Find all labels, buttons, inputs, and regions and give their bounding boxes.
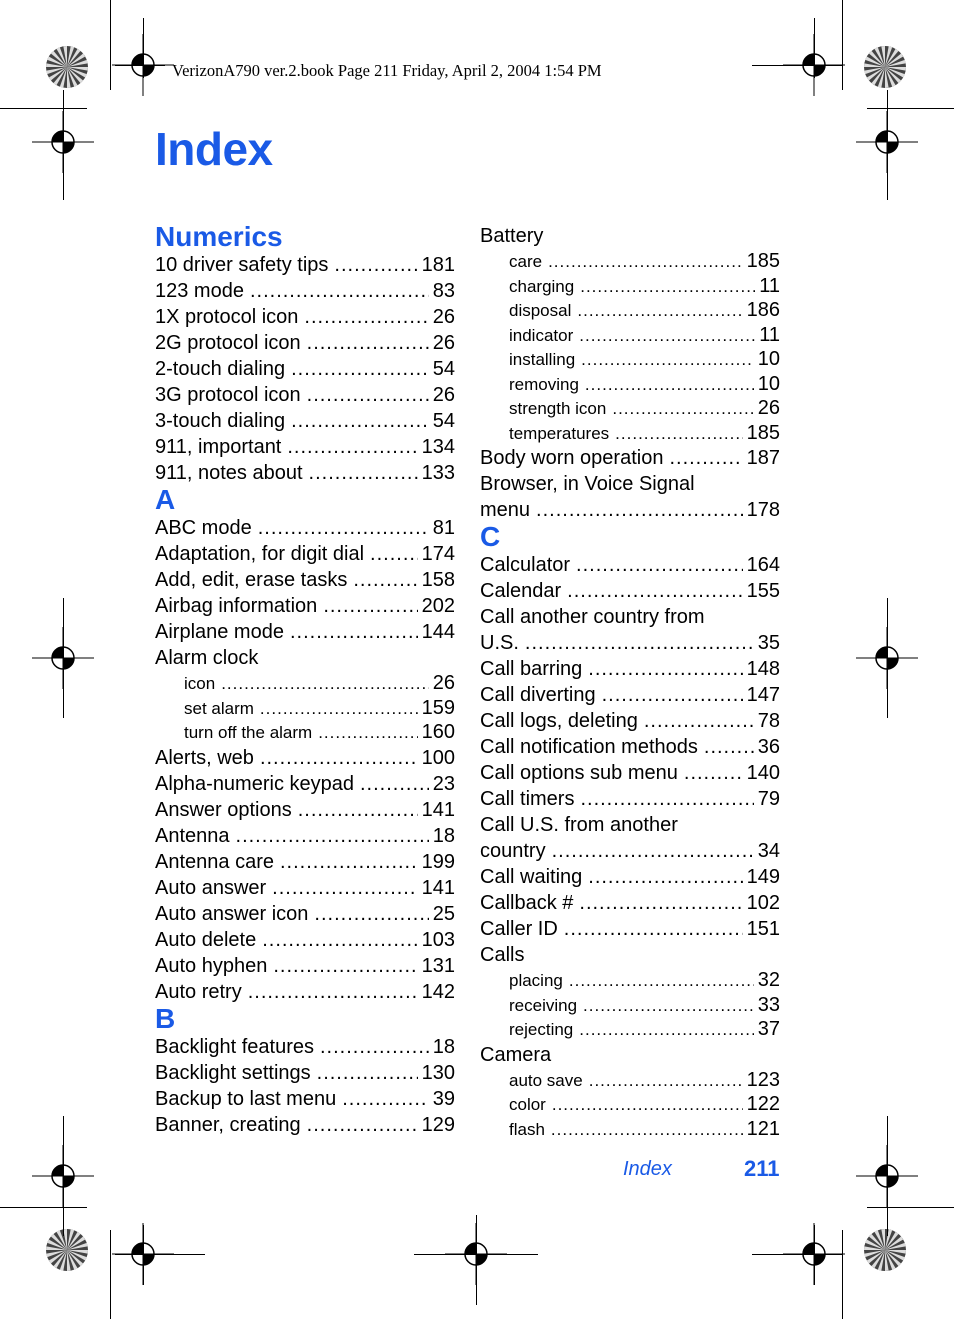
entry-label: 2G protocol icon <box>155 332 301 354</box>
dot-leader <box>577 299 742 324</box>
entry-label: 2-touch dialing <box>155 358 286 380</box>
entry-page-number: 26 <box>432 384 455 406</box>
section-heading: C <box>480 521 501 552</box>
print-header: VerizonA790 ver.2.book Page 211 Friday, April 2, 2004 1:54 PM <box>172 61 602 80</box>
crop-line <box>752 65 842 66</box>
entry-label: Alerts, web <box>155 746 254 769</box>
entry-label: installing <box>509 350 576 369</box>
dot-leader <box>576 552 743 578</box>
dot-leader <box>580 275 755 300</box>
index-entry <box>155 408 455 434</box>
entry-label: Backlight features <box>155 1035 314 1058</box>
index-entry <box>480 786 780 812</box>
entry-label: ABC mode <box>155 517 252 539</box>
entry-page-number: 123 <box>746 1068 780 1091</box>
entry-page-number: 181 <box>421 254 455 276</box>
entry-page-number: 142 <box>421 980 455 1003</box>
dot-leader <box>552 1093 743 1118</box>
index-entry <box>155 901 455 927</box>
index-column-right <box>480 223 780 1141</box>
entry-label: Calculator <box>480 554 571 576</box>
entry-label: Call timers <box>480 788 575 810</box>
crop-line <box>0 1207 87 1208</box>
crop-line <box>814 18 815 78</box>
entry-page-number: 187 <box>746 447 780 469</box>
entry-page-number: 174 <box>421 543 455 565</box>
index-entry <box>155 875 455 901</box>
entry-page-number: 26 <box>432 332 455 354</box>
crop-line <box>110 1230 111 1319</box>
index-entry <box>155 434 455 460</box>
dot-leader <box>684 760 743 786</box>
entry-page-number: 185 <box>746 250 780 272</box>
dot-leader <box>280 849 418 875</box>
dot-leader <box>669 445 742 471</box>
crop-line <box>867 108 954 109</box>
index-subentry <box>480 1017 780 1042</box>
index-subentry <box>480 274 780 299</box>
dot-leader <box>323 593 417 619</box>
dot-leader <box>704 734 754 760</box>
index-entry <box>480 630 780 656</box>
index-entry <box>480 838 780 864</box>
index-entry <box>155 541 455 567</box>
entry-label: Caller ID <box>480 918 558 940</box>
entry-page-number: 131 <box>421 954 455 977</box>
entry-page-number: 78 <box>757 710 780 732</box>
index-entry <box>155 593 455 619</box>
dot-leader <box>525 630 754 656</box>
index-entry <box>480 916 780 942</box>
index-entry <box>155 1112 455 1138</box>
dot-leader <box>290 619 418 645</box>
index-entry <box>155 1086 455 1112</box>
entry-label: Airbag information <box>155 595 318 617</box>
entry-page-number: 54 <box>432 410 455 432</box>
entry-page-number: 144 <box>421 621 455 643</box>
entry-page-number: 32 <box>757 969 780 991</box>
entry-page-number: 178 <box>746 499 780 521</box>
index-entry <box>480 578 780 604</box>
entry-page-number: 54 <box>432 358 455 380</box>
entry-label: color <box>509 1095 546 1114</box>
index-subentry <box>155 720 455 745</box>
entry-label: Auto answer <box>155 876 267 899</box>
entry-page-number: 134 <box>421 436 455 458</box>
index-heading-term: Call another country from <box>480 606 705 628</box>
registration-star-icon <box>863 1228 907 1272</box>
index-subentry <box>480 323 780 348</box>
index-heading-term: Camera <box>480 1043 552 1066</box>
entry-label: Call options sub menu <box>480 762 678 784</box>
entry-label: Airplane mode <box>155 621 284 643</box>
entry-page-number: 122 <box>746 1093 780 1115</box>
dot-leader <box>273 953 417 979</box>
dot-leader <box>291 408 429 434</box>
footer-section-label: Index <box>623 1158 672 1180</box>
entry-label: care <box>509 252 543 271</box>
dot-leader <box>291 356 429 382</box>
crop-line <box>867 1207 954 1208</box>
index-subentry <box>480 1117 780 1142</box>
index-entry <box>155 1060 455 1086</box>
dot-leader <box>307 382 429 408</box>
index-entry <box>155 278 455 304</box>
index-subentry <box>155 671 455 696</box>
dot-leader <box>309 460 418 486</box>
crop-line <box>115 65 165 66</box>
entry-page-number: 158 <box>421 569 455 591</box>
dot-leader <box>342 1086 429 1112</box>
index-subentry <box>480 1068 780 1093</box>
entry-label: Call waiting <box>480 866 583 888</box>
entry-page-number: 18 <box>432 824 455 847</box>
entry-page-number: 35 <box>757 632 780 654</box>
index-entry <box>155 460 455 486</box>
index-heading-term: Alarm clock <box>155 647 259 669</box>
dot-leader <box>353 567 417 593</box>
dot-leader <box>602 682 743 708</box>
dot-leader <box>260 697 418 722</box>
index-column-left <box>155 223 455 1138</box>
entry-label: country <box>480 840 546 862</box>
index-entry <box>155 979 455 1005</box>
entry-page-number: 79 <box>757 788 780 810</box>
index-subentry <box>480 1092 780 1117</box>
entry-label: Banner, creating <box>155 1113 301 1136</box>
index-entry <box>155 797 455 823</box>
entry-label: removing <box>509 374 579 394</box>
entry-label: 3-touch dialing <box>155 410 286 432</box>
entry-label: turn off the alarm <box>184 723 313 742</box>
dot-leader <box>221 672 429 697</box>
crop-line <box>0 108 87 109</box>
entry-page-number: 160 <box>421 721 455 743</box>
entry-page-number: 148 <box>746 658 780 680</box>
entry-page-number: 129 <box>421 1113 455 1136</box>
entry-label: Add, edit, erase tasks <box>155 569 348 591</box>
entry-page-number: 10 <box>757 348 780 370</box>
entry-page-number: 151 <box>746 918 780 940</box>
index-heading-term: Call U.S. from another <box>480 814 678 836</box>
section-heading: Numerics <box>155 221 283 252</box>
index-entry <box>155 619 455 645</box>
dot-leader <box>260 745 418 771</box>
entry-label: Call logs, deleting <box>480 710 638 732</box>
entry-label: Answer options <box>155 798 292 821</box>
entry-label: strength icon <box>509 399 607 418</box>
dot-leader <box>334 252 417 278</box>
entry-label: indicator <box>509 325 574 345</box>
index-subentry <box>480 347 780 372</box>
dot-leader <box>581 348 754 373</box>
entry-page-number: 199 <box>421 850 455 873</box>
index-entry <box>155 953 455 979</box>
index-entry <box>155 356 455 382</box>
index-entry <box>155 1034 455 1060</box>
entry-label: placing <box>509 971 563 990</box>
entry-label: Calendar <box>480 580 562 602</box>
index-entry <box>480 656 780 682</box>
index-heading-term: Calls <box>480 944 525 966</box>
dot-leader <box>579 324 755 349</box>
entry-label: 3G protocol icon <box>155 384 301 406</box>
entry-page-number: 141 <box>421 876 455 899</box>
index-entry <box>155 849 455 875</box>
dot-leader <box>317 1060 418 1086</box>
entry-page-number: 164 <box>746 554 780 576</box>
dot-leader <box>258 515 429 541</box>
entry-label: menu <box>480 499 531 521</box>
dot-leader <box>360 771 429 797</box>
dot-leader <box>644 708 754 734</box>
index-heading-term: Battery <box>480 225 544 247</box>
entry-label: flash <box>509 1119 545 1139</box>
dot-leader <box>314 901 428 927</box>
dot-leader <box>236 823 429 849</box>
entry-page-number: 11 <box>759 274 780 297</box>
entry-label: Call diverting <box>480 684 596 706</box>
dot-leader <box>298 797 418 823</box>
entry-label: 1X protocol icon <box>155 306 299 328</box>
index-entry <box>480 760 780 786</box>
crop-line <box>143 18 144 78</box>
entry-label: Backlight settings <box>155 1061 311 1084</box>
registration-star-icon <box>45 1228 89 1272</box>
entry-label: 10 driver safety tips <box>155 254 329 276</box>
entry-label: Auto answer icon <box>155 902 309 925</box>
index-entry <box>480 445 780 471</box>
dot-leader <box>588 656 742 682</box>
entry-page-number: 103 <box>421 928 455 951</box>
crop-line <box>143 1225 144 1285</box>
entry-page-number: 26 <box>757 397 780 419</box>
entry-page-number: 121 <box>746 1117 780 1140</box>
crop-line <box>887 1116 888 1236</box>
entry-label: set alarm <box>184 698 254 718</box>
entry-page-number: 149 <box>746 866 780 888</box>
index-entry <box>155 304 455 330</box>
entry-page-number: 159 <box>421 696 455 719</box>
index-entry <box>480 890 780 916</box>
dot-leader <box>272 875 417 901</box>
entry-page-number: 185 <box>746 421 780 444</box>
dot-leader <box>567 578 742 604</box>
dot-leader <box>536 497 743 523</box>
entry-page-number: 141 <box>421 798 455 821</box>
entry-page-number: 18 <box>432 1035 455 1058</box>
entry-label: Alpha-numeric keypad <box>155 772 354 795</box>
index-subentry <box>480 298 780 323</box>
index-entry <box>155 515 455 541</box>
dot-leader <box>579 890 742 916</box>
crop-line <box>476 1215 477 1305</box>
dot-leader <box>248 979 418 1005</box>
crop-line <box>63 90 64 200</box>
crop-line <box>752 1254 842 1255</box>
dot-leader <box>589 1069 743 1094</box>
dot-leader <box>564 916 743 942</box>
entry-page-number: 140 <box>746 762 780 784</box>
entry-label: icon <box>184 674 216 693</box>
entry-label: temperatures <box>509 423 610 443</box>
entry-page-number: 39 <box>432 1087 455 1110</box>
entry-label: Callback # <box>480 892 574 914</box>
entry-page-number: 37 <box>757 1018 780 1040</box>
index-subentry <box>480 372 780 397</box>
entry-page-number: 26 <box>432 672 455 694</box>
entry-page-number: 130 <box>421 1061 455 1084</box>
page-title: Index <box>155 123 273 175</box>
crop-line <box>887 598 888 718</box>
index-subentry <box>480 421 780 446</box>
dot-leader <box>370 541 418 567</box>
dot-leader <box>304 304 428 330</box>
index-entry <box>480 734 780 760</box>
dot-leader <box>569 969 754 994</box>
entry-page-number: 81 <box>432 517 455 539</box>
dot-leader <box>579 1018 753 1043</box>
index-subentry <box>480 249 780 274</box>
entry-page-number: 83 <box>432 280 455 302</box>
dot-leader <box>307 330 429 356</box>
entry-page-number: 25 <box>432 902 455 925</box>
registration-star-icon <box>863 45 907 89</box>
dot-leader <box>262 927 417 953</box>
index-entry <box>480 864 780 890</box>
entry-label: Call notification methods <box>480 736 698 758</box>
index-heading-term: Browser, in Voice Signal <box>480 473 695 495</box>
index-entry <box>480 552 780 578</box>
entry-page-number: 102 <box>746 892 780 914</box>
entry-label: rejecting <box>509 1020 574 1039</box>
crop-line <box>814 1225 815 1285</box>
entry-page-number: 133 <box>421 462 455 484</box>
footer-page-number: 211 <box>744 1156 780 1181</box>
entry-label: Antenna <box>155 824 230 847</box>
entry-label: Auto retry <box>155 980 242 1003</box>
dot-leader <box>318 721 417 746</box>
crop-line <box>887 90 888 200</box>
index-entry <box>155 252 455 278</box>
registration-star-icon <box>45 45 89 89</box>
dot-leader <box>287 434 417 460</box>
entry-label: U.S. <box>480 632 519 654</box>
dot-leader <box>548 250 743 275</box>
index-entry <box>155 771 455 797</box>
crop-line <box>115 1254 205 1255</box>
dot-leader <box>580 786 753 812</box>
entry-label: Auto delete <box>155 928 257 951</box>
index-entry <box>155 567 455 593</box>
index-entry <box>480 708 780 734</box>
index-entry <box>155 745 455 771</box>
dot-leader <box>307 1112 418 1138</box>
section-heading: B <box>155 1002 176 1034</box>
entry-page-number: 23 <box>432 772 455 795</box>
entry-page-number: 202 <box>421 595 455 617</box>
index-subentry <box>155 696 455 721</box>
index-entry <box>480 497 780 523</box>
crop-line <box>63 598 64 718</box>
entry-page-number: 155 <box>746 580 780 602</box>
index-entry <box>155 382 455 408</box>
entry-page-number: 26 <box>432 306 455 328</box>
index-subentry <box>480 993 780 1018</box>
entry-label: Call barring <box>480 658 583 680</box>
entry-page-number: 34 <box>757 840 780 862</box>
entry-label: 911, notes about <box>155 462 303 484</box>
section-heading: A <box>155 484 176 515</box>
dot-leader <box>552 838 754 864</box>
dot-leader <box>585 373 754 398</box>
entry-page-number: 100 <box>421 746 455 769</box>
index-entry <box>155 927 455 953</box>
entry-label: Antenna care <box>155 850 274 873</box>
crop-line <box>110 0 111 90</box>
index-subentry <box>480 968 780 993</box>
entry-label: auto save <box>509 1070 583 1090</box>
index-entry <box>480 682 780 708</box>
entry-label: Body worn operation <box>480 447 664 469</box>
entry-label: Auto hyphen <box>155 954 268 977</box>
entry-label: charging <box>509 276 575 296</box>
index-subentry <box>480 396 780 421</box>
dot-leader <box>250 278 429 304</box>
entry-page-number: 147 <box>746 684 780 706</box>
dot-leader <box>588 864 742 890</box>
entry-page-number: 33 <box>757 993 780 1016</box>
dot-leader <box>612 397 753 422</box>
entry-label: Backup to last menu <box>155 1087 337 1110</box>
entry-label: disposal <box>509 301 572 320</box>
entry-label: 123 mode <box>155 280 244 302</box>
dot-leader <box>615 422 742 447</box>
entry-label: 911, important <box>155 436 282 458</box>
index-entry <box>155 330 455 356</box>
entry-page-number: 186 <box>746 299 780 321</box>
index-entry <box>155 823 455 849</box>
dot-leader <box>320 1034 429 1060</box>
dot-leader <box>551 1118 743 1143</box>
crop-line <box>63 1116 64 1236</box>
entry-page-number: 36 <box>757 736 780 758</box>
entry-label: Adaptation, for digit dial <box>155 543 365 565</box>
entry-label: receiving <box>509 995 578 1015</box>
dot-leader <box>583 994 754 1019</box>
entry-page-number: 11 <box>759 323 780 346</box>
entry-page-number: 10 <box>757 372 780 395</box>
